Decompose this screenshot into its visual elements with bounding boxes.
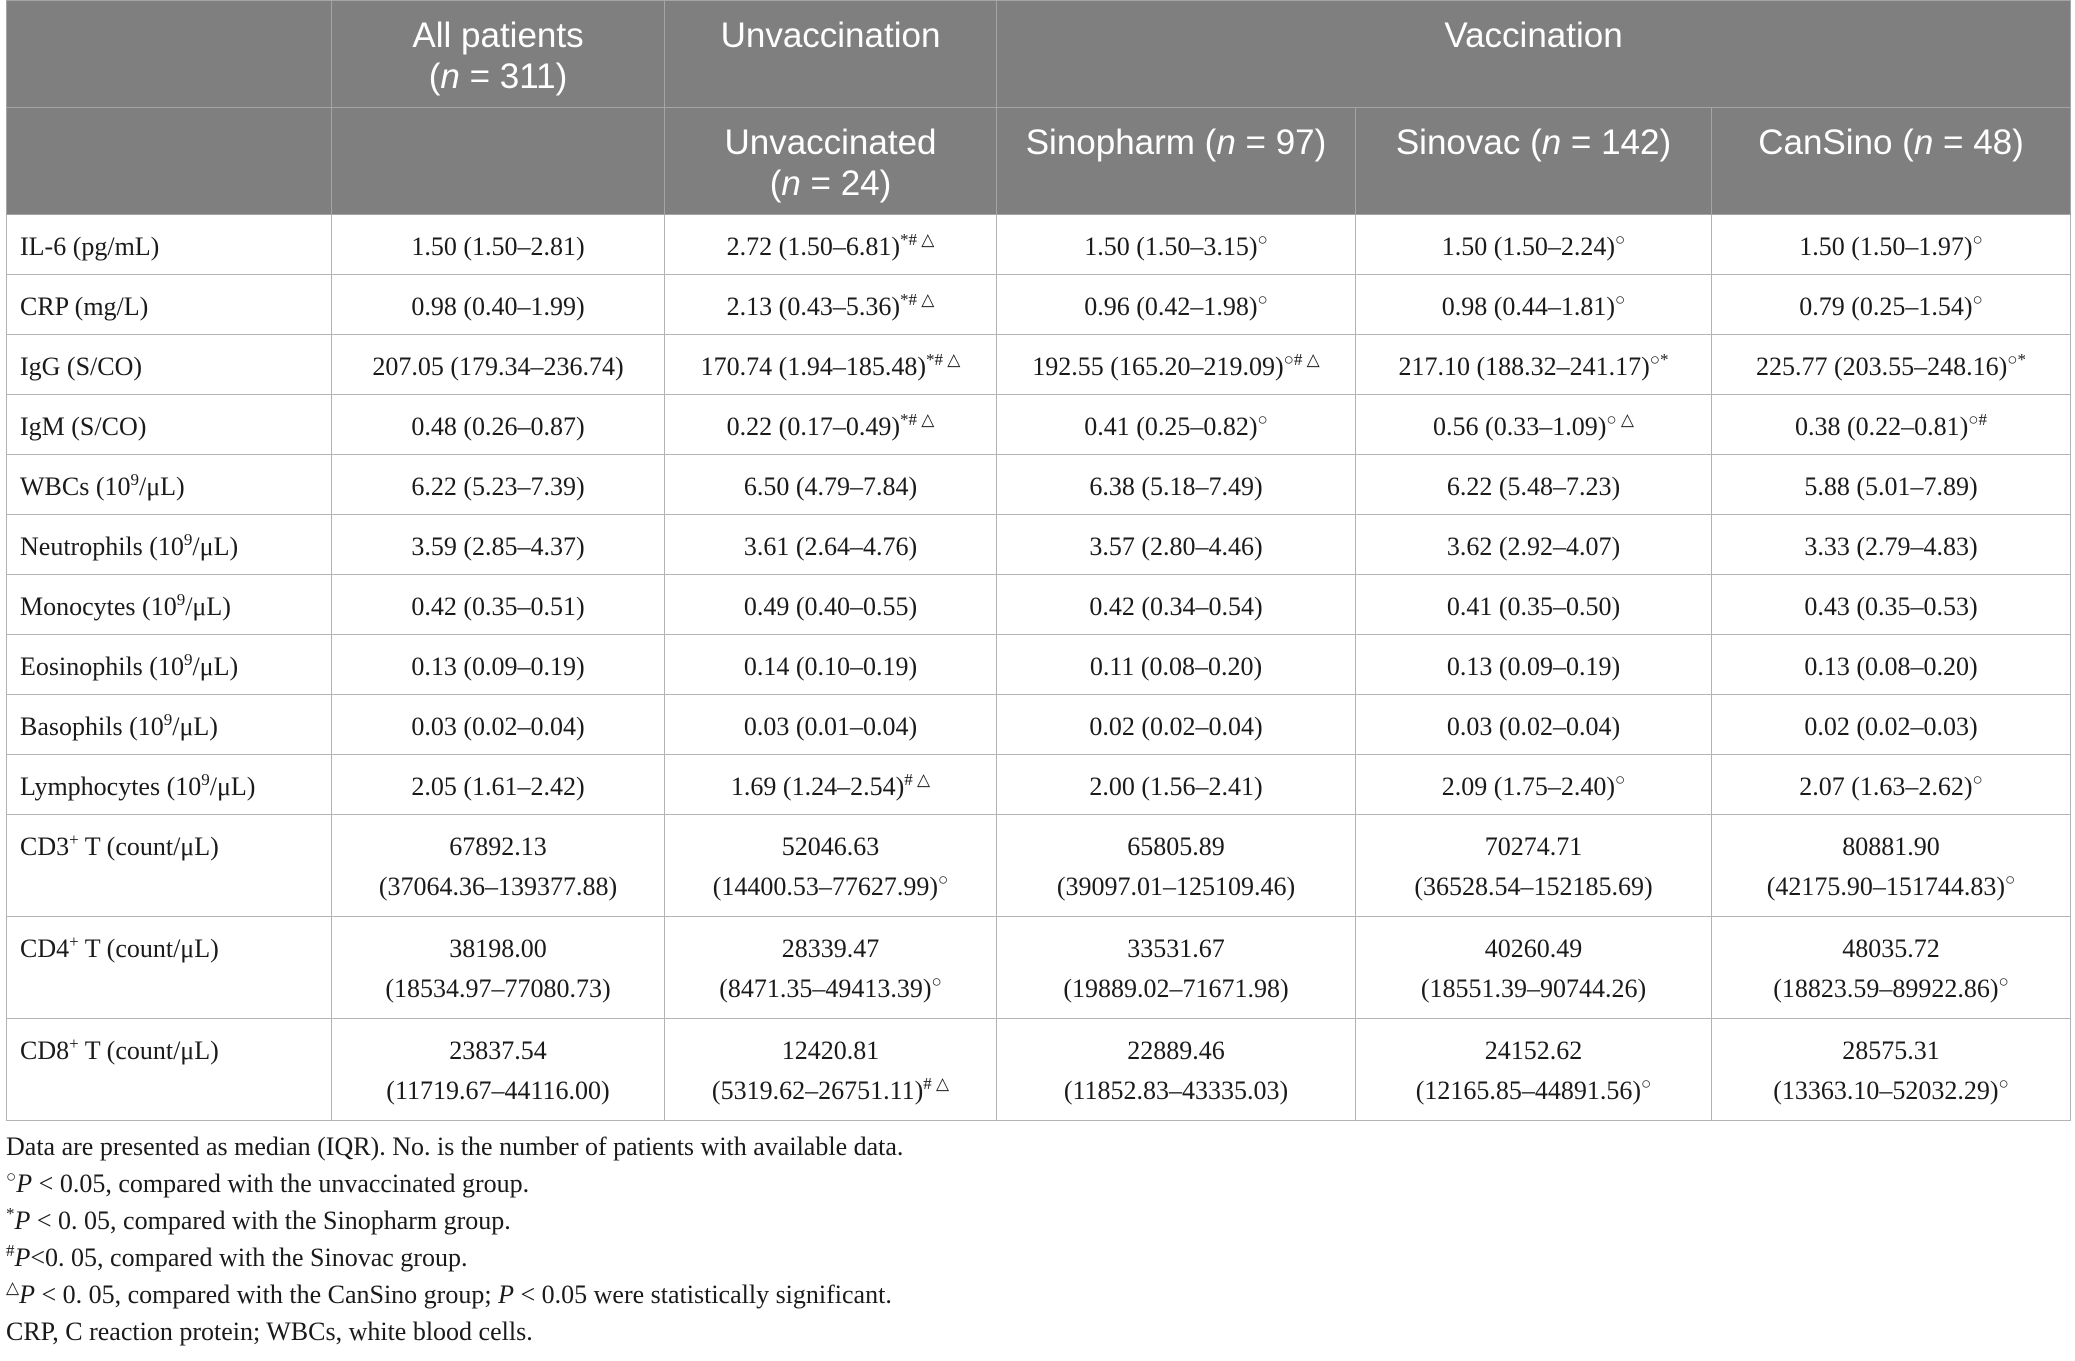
data-cell: 0.56 (0.33–1.09)○ △ xyxy=(1356,395,1712,455)
significance-marker: *# △ xyxy=(900,230,935,249)
data-cell: 0.98 (0.40–1.99) xyxy=(332,275,665,335)
data-cell: 6.22 (5.48–7.23) xyxy=(1356,455,1712,515)
data-cell: 192.55 (165.20–219.09)○# △ xyxy=(997,335,1356,395)
header-all-patients: All patients (n = 311) xyxy=(332,1,665,108)
significance-marker: ○* xyxy=(2007,350,2027,369)
significance-marker: ○ xyxy=(1998,972,2009,991)
table-row xyxy=(7,755,2071,815)
table-row xyxy=(7,455,2071,515)
table-row xyxy=(7,695,2071,755)
significance-marker: ○ xyxy=(1257,230,1268,249)
header-sinopharm: Sinopharm (n = 97) xyxy=(997,108,1356,215)
data-cell: 2.09 (1.75–2.40)○ xyxy=(1356,755,1712,815)
data-cell: 0.13 (0.09–0.19) xyxy=(1356,635,1712,695)
significance-marker: ○# xyxy=(1968,410,1988,429)
data-cell: 23837.54 (11719.67–44116.00) xyxy=(332,1019,665,1121)
data-cell: 2.07 (1.63–2.62)○ xyxy=(1712,755,2071,815)
data-table xyxy=(6,0,2071,1121)
data-cell: 0.02 (0.02–0.03) xyxy=(1712,695,2071,755)
data-cell: 2.05 (1.61–2.42) xyxy=(332,755,665,815)
significance-marker: ○ xyxy=(1615,770,1626,789)
data-cell: 3.61 (2.64–4.76) xyxy=(665,515,997,575)
table-footnotes xyxy=(6,1128,2066,1350)
data-table-container xyxy=(6,0,2070,1121)
data-cell: 38198.00 (18534.97–77080.73) xyxy=(332,917,665,1019)
table-row xyxy=(7,815,2071,917)
data-cell: 207.05 (179.34–236.74) xyxy=(332,335,665,395)
data-cell: 24152.62 (12165.85–44891.56)○ xyxy=(1356,1019,1712,1121)
significance-marker: ○ xyxy=(1972,230,1983,249)
data-cell: 217.10 (188.32–241.17)○* xyxy=(1356,335,1712,395)
data-cell: 65805.89 (39097.01–125109.46) xyxy=(997,815,1356,917)
significance-marker: ○ xyxy=(931,972,942,991)
significance-marker: ○ xyxy=(1972,770,1983,789)
header-sinovac: Sinovac (n = 142) xyxy=(1356,108,1712,215)
data-cell: 80881.90 (42175.90–151744.83)○ xyxy=(1712,815,2071,917)
data-cell: 1.69 (1.24–2.54)# △ xyxy=(665,755,997,815)
data-cell: 1.50 (1.50–1.97)○ xyxy=(1712,215,2071,275)
data-cell: 0.11 (0.08–0.20) xyxy=(997,635,1356,695)
data-cell: 3.57 (2.80–4.46) xyxy=(997,515,1356,575)
data-cell: 0.43 (0.35–0.53) xyxy=(1712,575,2071,635)
significance-marker: ○ △ xyxy=(1606,410,1634,429)
data-cell: 0.49 (0.40–0.55) xyxy=(665,575,997,635)
header-cansino: CanSino (n = 48) xyxy=(1712,108,2071,215)
data-cell: 1.50 (1.50–2.81) xyxy=(332,215,665,275)
data-cell: 48035.72 (18823.59–89922.86)○ xyxy=(1712,917,2071,1019)
data-cell: 225.77 (203.55–248.16)○* xyxy=(1712,335,2071,395)
header-blank-2 xyxy=(7,108,332,215)
header-blank-1 xyxy=(7,1,332,108)
significance-marker: ○# △ xyxy=(1283,350,1320,369)
table-row xyxy=(7,275,2071,335)
data-cell: 170.74 (1.94–185.48)*# △ xyxy=(665,335,997,395)
row-label: CD3+ T (count/μL) xyxy=(7,815,332,917)
data-cell: 6.22 (5.23–7.39) xyxy=(332,455,665,515)
header-row-2 xyxy=(7,108,2071,215)
row-label: Monocytes $(10^9/\mu L)$ xyxy=(7,575,332,635)
significance-marker: ○ xyxy=(1257,290,1268,309)
data-cell: 0.41 (0.35–0.50) xyxy=(1356,575,1712,635)
data-cell: 0.02 (0.02–0.04) xyxy=(997,695,1356,755)
data-cell: 0.96 (0.42–1.98)○ xyxy=(997,275,1356,335)
data-cell: 67892.13 (37064.36–139377.88) xyxy=(332,815,665,917)
data-cell: 0.03 (0.01–0.04) xyxy=(665,695,997,755)
data-cell: 3.33 (2.79–4.83) xyxy=(1712,515,2071,575)
header-row-1 xyxy=(7,1,2071,108)
data-cell: 1.50 (1.50–3.15)○ xyxy=(997,215,1356,275)
data-cell: 52046.63 (14400.53–77627.99)○ xyxy=(665,815,997,917)
data-cell: 0.42 (0.34–0.54) xyxy=(997,575,1356,635)
row-label: IL-6 (pg/mL) xyxy=(7,215,332,275)
data-cell: 0.22 (0.17–0.49)*# △ xyxy=(665,395,997,455)
row-label: CD8+ T (count/μL) xyxy=(7,1019,332,1121)
row-label: IgM (S/CO) xyxy=(7,395,332,455)
significance-marker: *# △ xyxy=(900,290,935,309)
row-label: Eosinophils $(10^9/\mu L)$ xyxy=(7,635,332,695)
data-cell: 12420.81 (5319.62–26751.11)# △ xyxy=(665,1019,997,1121)
table-row xyxy=(7,215,2071,275)
footnote-6: CRP, C reaction protein; WBCs, white blood cells. xyxy=(6,1317,533,1346)
data-cell: 0.03 (0.02–0.04) xyxy=(332,695,665,755)
table-row xyxy=(7,917,2071,1019)
table-row xyxy=(7,635,2071,695)
significance-marker: ○ xyxy=(938,870,949,889)
data-cell: 22889.46 (11852.83–43335.03) xyxy=(997,1019,1356,1121)
data-cell: 40260.49 (18551.39–90744.26) xyxy=(1356,917,1712,1019)
footnote-2: ○P < 0.05, compared with the unvaccinated group. xyxy=(6,1167,530,1198)
data-cell: 0.98 (0.44–1.81)○ xyxy=(1356,275,1712,335)
significance-marker: ○ xyxy=(1641,1074,1652,1093)
data-cell: 0.13 (0.09–0.19) xyxy=(332,635,665,695)
header-blank-3 xyxy=(332,108,665,215)
significance-marker: # △ xyxy=(923,1074,950,1093)
row-label: Neutrophils $(10^9/\mu L)$ xyxy=(7,515,332,575)
data-cell: 0.13 (0.08–0.20) xyxy=(1712,635,2071,695)
significance-marker: *# △ xyxy=(900,410,935,429)
footnote-3: *P < 0. 05, compared with the Sinopharm group. xyxy=(6,1204,511,1235)
header-vaccination: Vaccination xyxy=(997,1,2071,108)
row-label: Lymphocytes $(10^9/\mu L)$ xyxy=(7,755,332,815)
significance-marker: # △ xyxy=(904,770,931,789)
data-cell: 3.59 (2.85–4.37) xyxy=(332,515,665,575)
data-cell: 0.41 (0.25–0.82)○ xyxy=(997,395,1356,455)
data-cell: 0.42 (0.35–0.51) xyxy=(332,575,665,635)
data-cell: 33531.67 (19889.02–71671.98) xyxy=(997,917,1356,1019)
row-label: CRP (mg/L) xyxy=(7,275,332,335)
table-row xyxy=(7,515,2071,575)
data-cell: 1.50 (1.50–2.24)○ xyxy=(1356,215,1712,275)
significance-marker: ○ xyxy=(2005,870,2016,889)
significance-marker: ○ xyxy=(1615,230,1626,249)
data-cell: 0.38 (0.22–0.81)○# xyxy=(1712,395,2071,455)
table-row xyxy=(7,395,2071,455)
data-cell: 0.14 (0.10–0.19) xyxy=(665,635,997,695)
data-cell: 28339.47 (8471.35–49413.39)○ xyxy=(665,917,997,1019)
footnote-4: #P<0. 05, compared with the Sinovac group. xyxy=(6,1241,468,1272)
data-cell: 0.48 (0.26–0.87) xyxy=(332,395,665,455)
data-cell: 3.62 (2.92–4.07) xyxy=(1356,515,1712,575)
data-cell: 6.50 (4.79–7.84) xyxy=(665,455,997,515)
significance-marker: ○ xyxy=(1972,290,1983,309)
header-unvaccinated: Unvaccinated (n = 24) xyxy=(665,108,997,215)
data-cell: 28575.31 (13363.10–52032.29)○ xyxy=(1712,1019,2071,1121)
table-row xyxy=(7,1019,2071,1121)
data-cell: 70274.71 (36528.54–152185.69) xyxy=(1356,815,1712,917)
significance-marker: ○ xyxy=(1615,290,1626,309)
row-label: Basophils $(10^9/\mu L)$ xyxy=(7,695,332,755)
footnote-5: △P < 0. 05, compared with the CanSino group; P < 0.05 were statistically significant. xyxy=(6,1278,892,1309)
data-cell: 6.38 (5.18–7.49) xyxy=(997,455,1356,515)
row-label: CD4+ T (count/μL) xyxy=(7,917,332,1019)
footnote-1: Data are presented as median (IQR). No. is the number of patients with available data. xyxy=(6,1132,904,1161)
significance-marker: *# △ xyxy=(926,350,961,369)
row-label: IgG (S/CO) xyxy=(7,335,332,395)
data-cell: 0.03 (0.02–0.04) xyxy=(1356,695,1712,755)
data-cell: 2.72 (1.50–6.81)*# △ xyxy=(665,215,997,275)
data-cell: 0.79 (0.25–1.54)○ xyxy=(1712,275,2071,335)
table-row xyxy=(7,335,2071,395)
significance-marker: ○* xyxy=(1649,350,1669,369)
data-cell: 2.13 (0.43–5.36)*# △ xyxy=(665,275,997,335)
data-cell: 2.00 (1.56–2.41) xyxy=(997,755,1356,815)
row-label: WBCs $(10^9/\mu L)$ xyxy=(7,455,332,515)
table-row xyxy=(7,575,2071,635)
significance-marker: ○ xyxy=(1998,1074,2009,1093)
table-body xyxy=(7,215,2071,1121)
significance-marker: ○ xyxy=(1257,410,1268,429)
header-unvaccination: Unvaccination xyxy=(665,1,997,108)
data-cell: 5.88 (5.01–7.89) xyxy=(1712,455,2071,515)
